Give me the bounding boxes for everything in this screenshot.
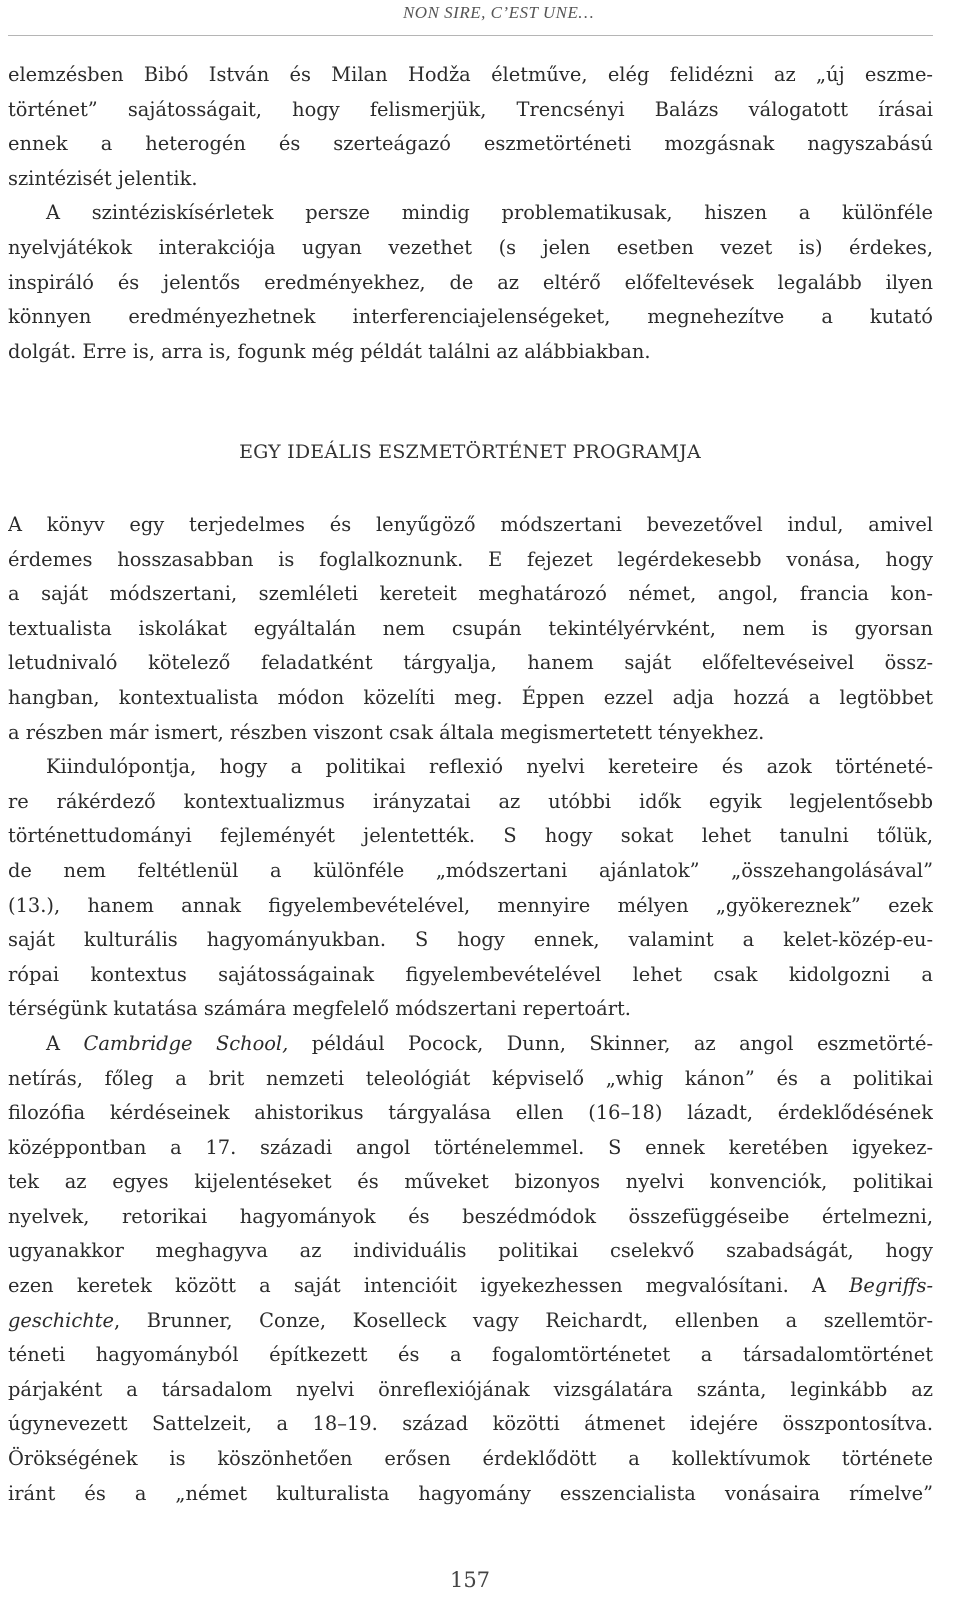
text-line: (13.), hanem annak figyelembevételével, mennyire mélyen „gyökereznek” ezek <box>8 893 933 917</box>
text-line: iránt és a „német kulturalista hagyomány esszencialista vonásaira rímelve” <box>8 1481 933 1505</box>
text-line: történet” sajátosságait, hogy felismerjük, Trencsényi Balázs válogatott írásai <box>8 97 933 121</box>
page-number: 157 <box>449 1568 491 1592</box>
running-head: NON SIRE, C’EST UNE… <box>402 3 594 22</box>
text-line: téneti hagyományból építkezett és a fogalomtörténetet a társadalomtörténet <box>8 1343 933 1367</box>
text-line: letudnivaló kötelező feladatként tárgyalja, hanem saját előfeltevéseivel össz- <box>8 651 933 675</box>
body-text-block <box>8 508 933 1511</box>
text-line: tek az egyes kijelentéseket és műveket bizonyos nyelvi konvenciók, politikai <box>8 1170 933 1194</box>
text-line: ennek a heterogén és szerteágazó eszmetörténeti mozgásnak nagyszabású <box>8 132 933 156</box>
text-line: re rákérdező kontextualizmus irányzatai az utóbbi idők egyik legjelentősebb <box>8 789 933 813</box>
text-line: térségünk kutatása számára megfelelő módszertani repertoárt. <box>8 997 631 1021</box>
text-line: érdemes hosszasabban is foglalkoznunk. E fejezet legérdekesebb vonása, hogy <box>8 547 933 571</box>
text-segment: , Brunner, Conze, Koselleck vagy Reichardt, ellenben a szellemtör- <box>114 1308 933 1332</box>
text-line: úgynevezett Sattelzeit, a 18–19. század közötti átmenet idejére összpontosítva. <box>8 1412 933 1436</box>
text-line: Örökségének is köszönhetően erősen érdeklődött a kollektívumok története <box>8 1447 933 1471</box>
italic-term: Cambridge School, <box>83 1031 289 1055</box>
text-line: ugyanakkor meghagyva az individuális politikai cselekvő szabadságát, hogy <box>8 1239 933 1263</box>
text-line: saját kulturális hagyományukban. S hogy ennek, valamint a kelet-közép-eu- <box>8 928 933 952</box>
text-line: de nem feltétlenül a különféle „módszertani ajánlatok” „összehangolásával” <box>8 858 933 882</box>
text-line: könnyen eredményezhetnek interferenciajelenségeket, megnehezítve a kutató <box>8 305 933 329</box>
text-line: a részben már ismert, részben viszont csak általa megismertetett tényekhez. <box>8 720 765 744</box>
text-line: netírás, főleg a brit nemzeti teleológiát képviselő „whig kánon” és a politikai <box>8 1066 933 1090</box>
text-line: A könyv egy terjedelmes és lenyűgöző módszertani bevezetővel indul, amivel <box>8 513 933 536</box>
text-line: rópai kontextus sajátosságainak figyelembevételével lehet csak kidolgozni a <box>8 962 933 986</box>
text-line <box>8 1027 933 1062</box>
text-line: A szintéziskísérletek persze mindig problematikusak, hiszen a különféle <box>46 201 933 225</box>
text-line: textualista iskolákat egyáltalán nem csupán tekintélyérvként, nem is gyorsan <box>8 616 933 640</box>
italic-term: Begriffs- <box>849 1274 933 1298</box>
text-line <box>8 1304 933 1339</box>
text-line: a saját módszertani, szemléleti kereteit meghatározó német, angol, francia kon- <box>8 582 933 606</box>
text-segment: például Pocock, Dunn, Skinner, az angol eszmetörté- <box>288 1031 933 1055</box>
text-line: inspiráló és jelentős eredményekhez, de az eltérő előfeltevések legalább ilyen <box>8 270 933 294</box>
text-line: nyelvek, retorikai hagyományok és beszédmódok összefüggéseibe értelmezni, <box>8 1204 933 1228</box>
text-line: dolgát. Erre is, arra is, fogunk még példát találni az alábbiakban. <box>8 339 651 363</box>
intro-text-block <box>8 58 933 369</box>
italic-term: geschichte <box>8 1308 115 1332</box>
text-line: elemzésben Bibó István és Milan Hodža életműve, elég felidézni az „új eszme- <box>8 63 933 86</box>
text-line: filozófia kérdéseinek ahistorikus tárgyalása ellen (16–18) lázadt, érdeklődésének <box>8 1101 933 1125</box>
text-segment: ezen keretek között a saját intencióit igyekezhessen megvalósítani. A <box>8 1274 850 1298</box>
text-line: párjaként a társadalom nyelvi önreflexiójának vizsgálatára szánta, leginkább az <box>8 1377 933 1401</box>
text-line: középpontban a 17. századi angol történelemmel. S ennek keretében igyekez- <box>8 1135 933 1159</box>
text-line: nyelvjátékok interakciója ugyan vezethet (s jelen esetben vezet is) érdekes, <box>8 235 933 259</box>
section-title: EGY IDEÁLIS ESZMETÖRTÉNET PROGRAMJA <box>239 441 701 463</box>
text-line: hangban, kontextualista módon közelíti meg. Éppen ezzel adja hozzá a legtöbbet <box>8 685 933 709</box>
text-line: szintézisét jelentik. <box>8 166 198 190</box>
text-line: Kiindulópontja, hogy a politikai reflexió nyelvi kereteire és azok történeté- <box>46 755 933 779</box>
text-line <box>8 1269 933 1304</box>
text-line: történettudományi fejleményét jelentették. S hogy sokat lehet tanulni tőlük, <box>8 824 933 848</box>
text-segment: A <box>46 1031 84 1055</box>
header-rule <box>8 35 933 36</box>
